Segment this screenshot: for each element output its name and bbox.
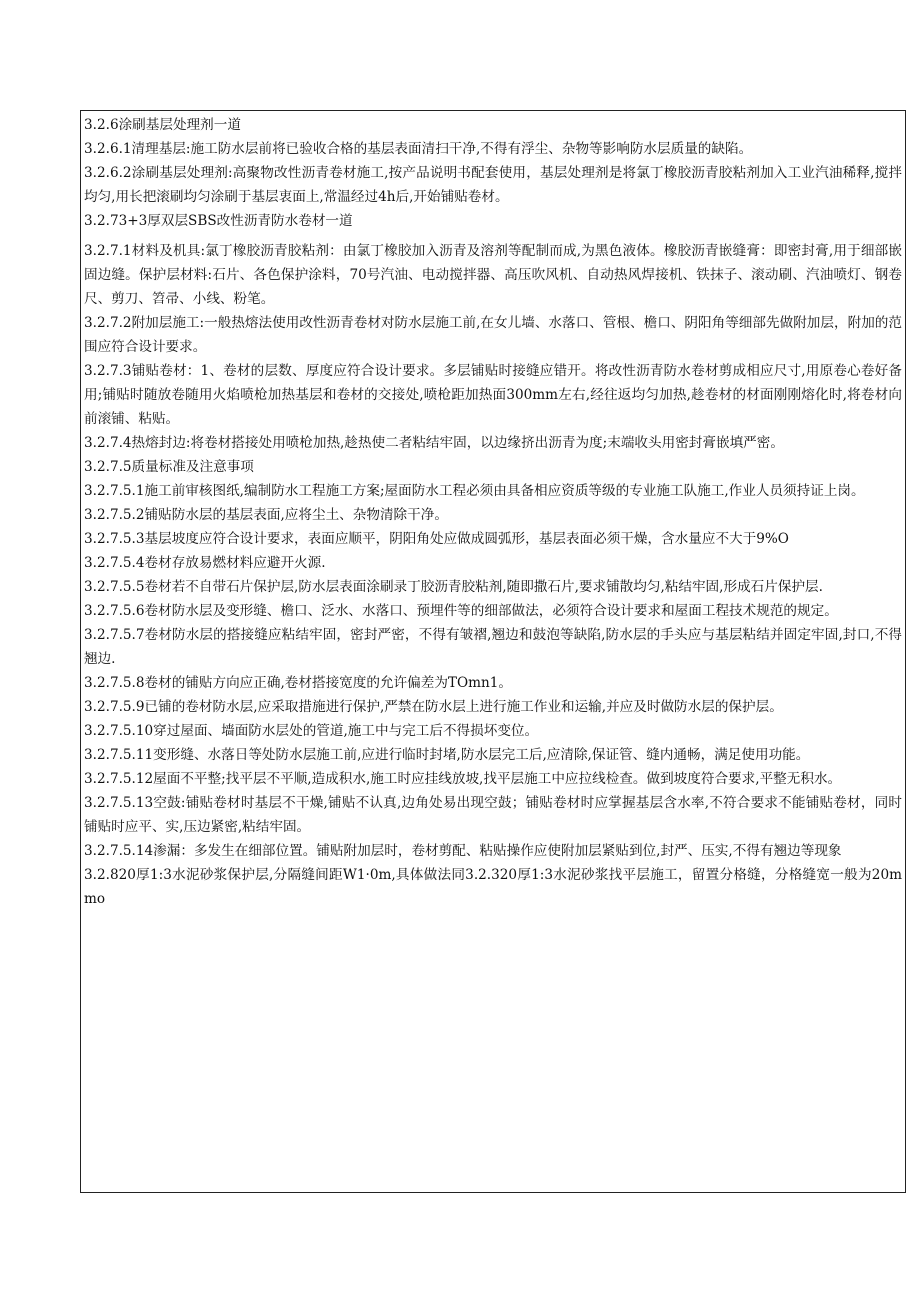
paragraph-3-2-7-5-6: 3.2.7.5.6卷材防水层及变形缝、檐口、泛水、水落口、预埋件等的细部做法，必须符合设计要求和屋面工程技术规范的规定。 — [84, 603, 838, 619]
paragraph-3-2-7-5-12: 3.2.7.5.12屋面不平整;找平层不平顺,造成积水,施工时应挂线放坡,找平层施工中应拉线检查。做到坡度符合要求,平整无积水。 — [84, 771, 842, 787]
paragraph-3-2-7-5-2: 3.2.7.5.2铺贴防水层的基层表面,应将尘土、杂物清除干净。 — [84, 507, 448, 523]
paragraph-3-2-7-3: 3.2.7.3铺贴卷材：1、卷材的层数、厚度应符合设计要求。多层铺贴时接缝应错开。将改性沥青防水卷材剪成相应尺寸,用原卷心卷好备用;铺贴时随放卷随用火焰喷枪加热基层和卷材的交接处,喷枪距加热面300mm左右,经往返均匀加热,趁卷材的材面刚刚熔化时,将卷材向前滚铺、粘贴。 — [84, 363, 902, 427]
paragraph-3-2-7-5-4: 3.2.7.5.4卷材存放易燃材料应避开火源. — [84, 555, 326, 571]
paragraph-3-2-7-5-5: 3.2.7.5.5卷材若不自带石片保护层,防水层表面涂刷录丁胶沥青胶粘剂,随即撒石片,要求铺散均匀,粘结牢固,形成石片保护层. — [84, 579, 823, 595]
section-heading-3-2-7: 3.2.73+3厚双层SBS改性沥青防水卷材一道 — [84, 213, 353, 229]
content-table — [80, 110, 906, 1193]
paragraph-3-2-7-2: 3.2.7.2附加层施工:一般热熔法使用改性沥青卷材对防水层施工前,在女儿墙、水落口、管根、檐口、阴阳角等细部先做附加层，附加的范围应符合设计要求。 — [84, 315, 902, 355]
paragraph-3-2-6-1: 3.2.6.1清理基层:施工防水层前将已验收合格的基层表面清扫干净,不得有浮尘、杂物等影响防水层质量的缺陷。 — [84, 141, 753, 157]
paragraph-3-2-7-5: 3.2.7.5质量标准及注意事项 — [84, 459, 254, 475]
paragraph-3-2-7-5-13: 3.2.7.5.13空鼓:铺贴卷材时基层不干燥,铺贴不认真,边角处易出现空鼓；铺贴卷材时应掌握基层含水率,不符合要求不能铺贴卷材，同时铺贴时应平、实,压边紧密,粘结牢固。 — [84, 795, 902, 835]
paragraph-3-2-7-5-7: 3.2.7.5.7卷材防水层的搭接缝应粘结牢固，密封严密，不得有皱褶,翘边和鼓泡等缺陷,防水层的手头应与基层粘结并固定牢固,封口,不得翘边. — [84, 627, 902, 667]
paragraph-3-2-7-4: 3.2.7.4热熔封边:将卷材搭接处用喷枪加热,趁热使二者粘结牢固，以边缘挤出沥青为度;末端收头用密封膏嵌填严密。 — [84, 435, 784, 451]
paragraph-3-2-7-5-14: 3.2.7.5.14渗漏：多发生在细部位置。铺贴附加层时，卷材剪配、粘贴操作应使附加层紧贴到位,封严、压实,不得有翘边等现象 — [84, 843, 842, 859]
paragraph-3-2-7-5-3: 3.2.7.5.3基层坡度应符合设计要求，表面应顺平，阴阳角处应做成圆弧形，基层表面必须干燥，含水量应不大于9%O — [84, 531, 789, 547]
paragraph-3-2-7-5-8: 3.2.7.5.8卷材的铺贴方向应正确,卷材搭接宽度的允许偏差为TOmn1。 — [84, 675, 513, 691]
section-heading-3-2-6: 3.2.6涂刷基层处理剂一道 — [84, 117, 241, 133]
paragraph-3-2-7-5-10: 3.2.7.5.10穿过屋面、墙面防水层处的管道,施工中与完工后不得损坏变位。 — [84, 723, 539, 739]
paragraph-3-2-7-5-9: 3.2.7.5.9已铺的卷材防水层,应采取措施进行保护,严禁在防水层上进行施工作业和运输,并应及时做防水层的保护层。 — [84, 699, 783, 715]
paragraph-3-2-8: 3.2.820厚1:3水泥砂浆保护层,分隔缝间距W1·0m,具体做法同3.2.320厚1:3水泥砂浆找平层施工，留置分格缝，分格缝宽一般为20mmo — [84, 867, 902, 907]
paragraph-3-2-7-1: 3.2.7.1材料及机具:氯丁橡胶沥青胶粘剂：由氯丁橡胶加入沥青及溶剂等配制而成,为黑色液体。橡胶沥青嵌缝膏：即密封膏,用于细部嵌固边缝。保护层材料:石片、各色保护涂料，70号汽油、电动搅拌器、高压吹风机、自动热风焊接机、铁抹子、滚动刷、汽油喷灯、钢卷尺、剪刀、笤帚、小线、粉笔。 — [84, 243, 902, 307]
paragraph-3-2-7-5-11: 3.2.7.5.11变形缝、水落日等处防水层施工前,应进行临时封堵,防水层完工后,应清除,保证管、缝内通畅，满足使用功能。 — [84, 747, 810, 763]
paragraph-3-2-7-5-1: 3.2.7.5.1施工前审核图纸,编制防水工程施工方案;屋面防水工程必须由具备相应资质等级的专业施工队施工,作业人员须持证上岗。 — [84, 483, 865, 499]
paragraph-3-2-6-2: 3.2.6.2涂刷基层处理剂:高聚物改性沥青卷材施工,按产品说明书配套使用，基层处理剂是将氯丁橡胶沥青胶粘剂加入工业汽油稀释,搅拌均匀,用长把滚刷均匀涂刷于基层衷面上,常温经过4h后,开始铺贴卷材。 — [84, 165, 902, 205]
